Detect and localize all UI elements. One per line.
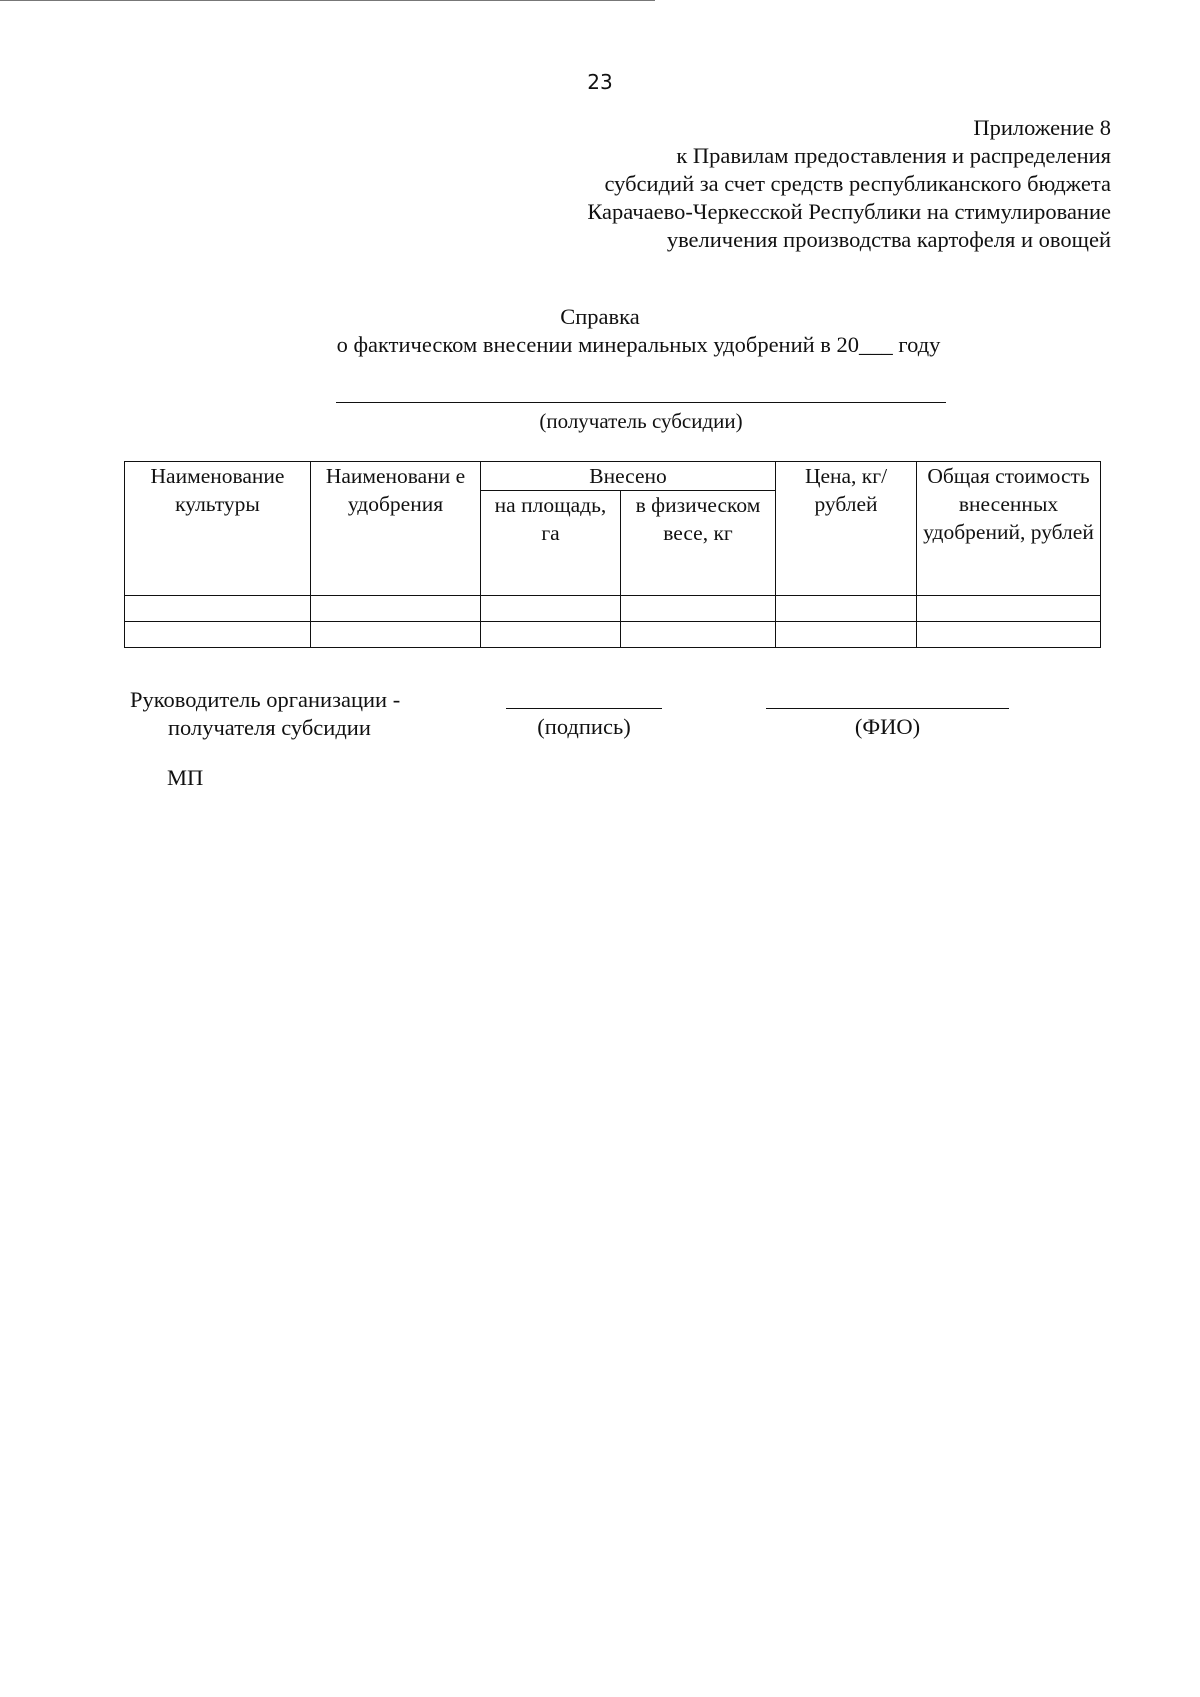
header-fertilizer-name: Наименовани е удобрения <box>311 462 481 596</box>
table-row <box>125 622 1101 648</box>
page-number: 23 <box>587 70 613 94</box>
top-border-line <box>0 0 655 1</box>
appendix-line: субсидий за счет средств республиканского бюджета <box>604 171 1111 196</box>
header-total-cost: Общая стоимость внесенных удобрений, рублей <box>917 462 1101 596</box>
document-subtitle: о фактическом внесении минеральных удобрений в 20___ году <box>336 332 941 357</box>
header-weight: в физическом весе, кг <box>621 491 776 596</box>
recipient-field-line[interactable] <box>336 402 946 403</box>
appendix-line: к Правилам предоставления и распределения <box>676 143 1111 168</box>
table-header-row <box>125 462 1101 491</box>
appendix-header <box>587 114 1111 254</box>
table-cell[interactable] <box>311 622 481 648</box>
appendix-line: Карачаево-Черкесской Республики на стимулирование <box>587 199 1111 224</box>
appendix-line: Приложение 8 <box>973 115 1111 140</box>
header-crop-name: Наименование культуры <box>125 462 311 596</box>
table-cell[interactable] <box>917 596 1101 622</box>
recipient-caption: (получатель субсидии) <box>539 409 743 433</box>
header-area: на площадь, га <box>481 491 621 596</box>
table-cell[interactable] <box>481 596 621 622</box>
signature-field-line[interactable] <box>506 708 662 709</box>
position-line: Руководитель организации - <box>130 687 401 712</box>
table-cell[interactable] <box>621 596 776 622</box>
table-cell[interactable] <box>917 622 1101 648</box>
table-cell[interactable] <box>776 596 917 622</box>
document-title: Справка <box>560 304 640 329</box>
table-cell[interactable] <box>125 596 311 622</box>
header-price: Цена, кг/рублей <box>776 462 917 596</box>
table-row <box>125 596 1101 622</box>
table-cell[interactable] <box>125 622 311 648</box>
table-cell[interactable] <box>481 622 621 648</box>
stamp-placeholder: МП <box>167 765 204 790</box>
full-name-caption: (ФИО) <box>854 714 921 739</box>
table-cell[interactable] <box>776 622 917 648</box>
full-name-field-line[interactable] <box>766 708 1009 709</box>
signatory-position <box>130 686 400 742</box>
table-cell[interactable] <box>311 596 481 622</box>
header-applied: Внесено <box>481 462 776 491</box>
position-line: получателя субсидии <box>168 715 371 740</box>
signature-caption: (подпись) <box>537 714 631 739</box>
fertilizer-table <box>124 461 1101 648</box>
table-cell[interactable] <box>621 622 776 648</box>
appendix-line: увеличения производства картофеля и овощей <box>666 227 1111 252</box>
